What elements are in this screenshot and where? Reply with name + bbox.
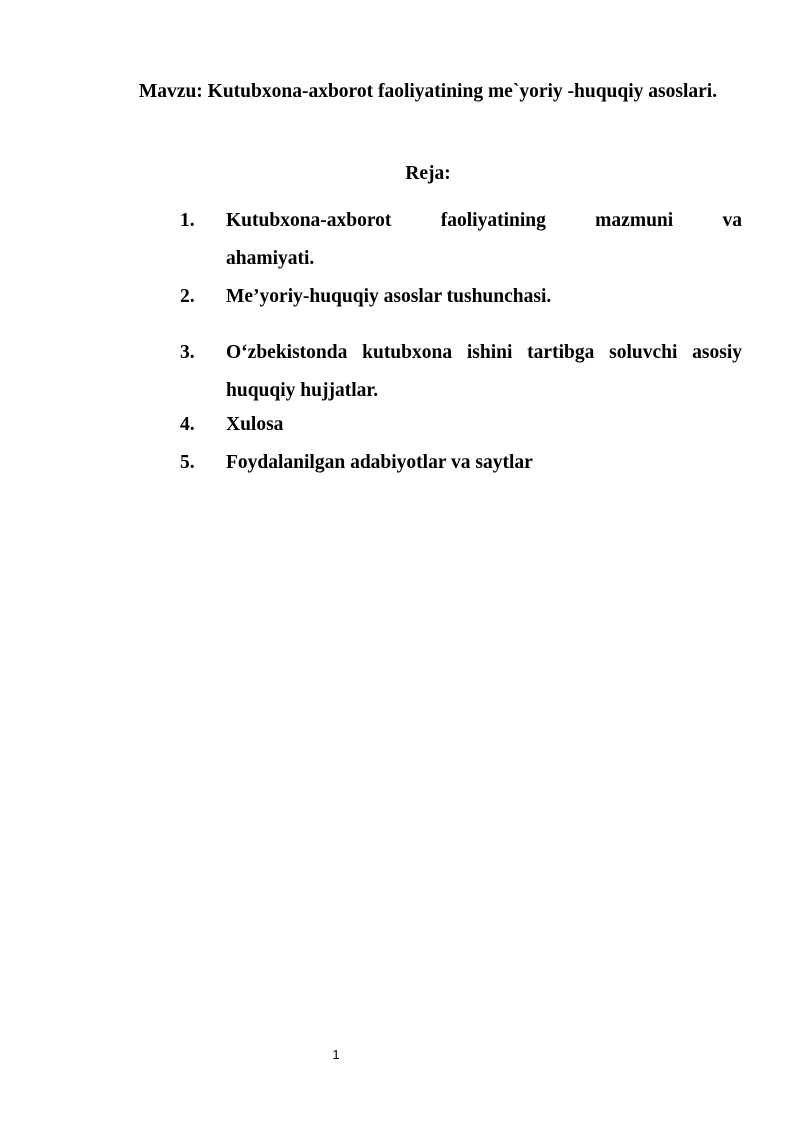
plan-item-number: 2. xyxy=(180,286,195,307)
page-number: 1 xyxy=(332,1047,340,1062)
plan-item-text: O‘zbekistonda kutubxona ishini tartibga soluvchi asosiy huquqiy hujjatlar. xyxy=(226,342,742,401)
plan-item-4 xyxy=(180,406,742,444)
plan-item-text: Foydalanilgan adabiyotlar va saytlar xyxy=(226,452,533,473)
plan-item-first-line xyxy=(226,202,742,240)
plan-item-5 xyxy=(180,444,742,482)
plan-item-word: va xyxy=(722,210,742,231)
plan-item-3 xyxy=(180,334,742,410)
plan-item-number: 1. xyxy=(180,210,195,231)
plan-item-word: Kutubxona-axborot xyxy=(226,210,392,231)
plan-item-number: 5. xyxy=(180,452,195,473)
plan-heading: Reja: xyxy=(405,163,451,184)
plan-item-text: Me’yoriy-huquqiy asoslar tushunchasi. xyxy=(226,286,552,307)
plan-item-second-line: ahamiyati. xyxy=(226,248,315,269)
plan-item-text: Xulosa xyxy=(226,414,284,435)
plan-item-word: faoliyatining xyxy=(440,210,546,231)
plan-item-number: 4. xyxy=(180,414,195,435)
plan-item-text xyxy=(226,202,742,278)
plan-item-2 xyxy=(180,278,742,316)
plan-item-1 xyxy=(180,202,742,278)
plan-item-word: mazmuni xyxy=(595,210,674,231)
document-title: Mavzu: Kutubxona-axborot faoliyatining me`yoriy -huquqiy asoslari. xyxy=(138,81,718,102)
plan-item-number: 3. xyxy=(180,342,195,363)
